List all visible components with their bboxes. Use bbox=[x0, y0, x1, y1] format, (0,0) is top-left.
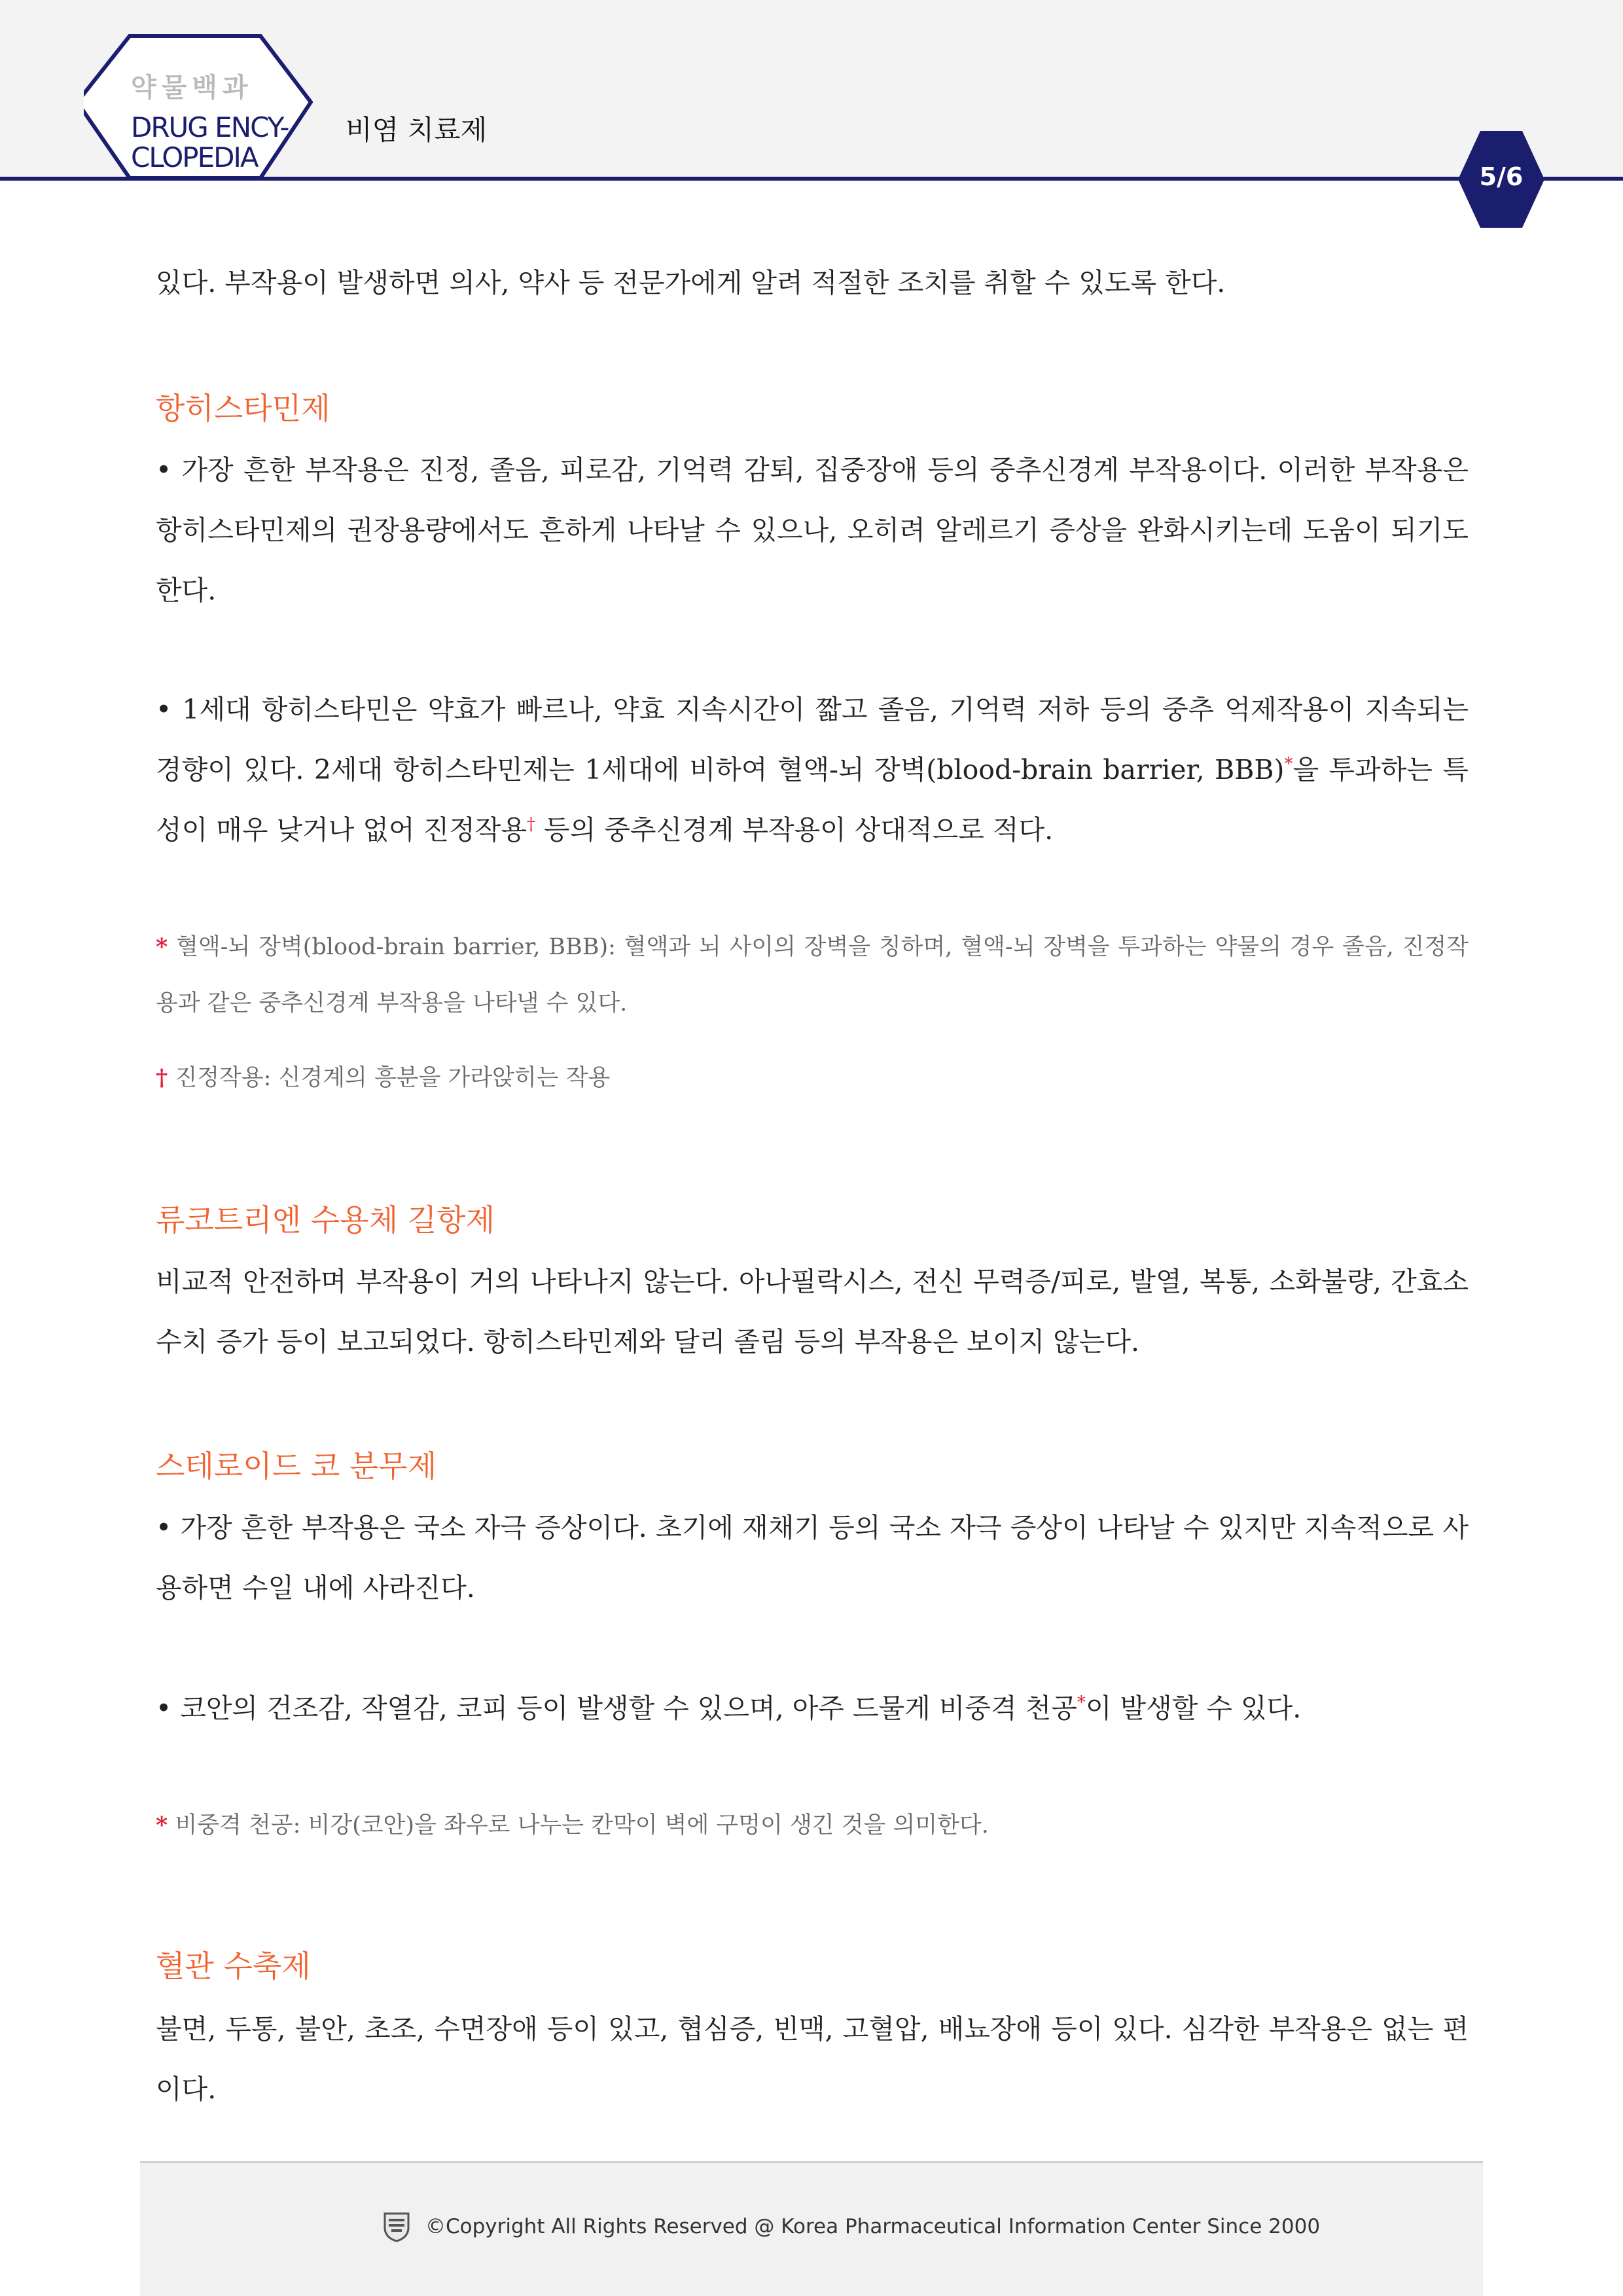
kpic-emblem-icon bbox=[382, 2211, 411, 2242]
logo-english-text bbox=[131, 113, 289, 173]
bullet-2-text-c: 등의 중추신경계 부작용이 상대적으로 적다. bbox=[535, 814, 1054, 846]
logo bbox=[84, 33, 313, 183]
logo-english-line2: CLOPEDIA bbox=[131, 141, 258, 173]
section-heading-vasoconstrictor: 혈관 수축제 bbox=[156, 1948, 311, 1984]
footnote-asterisk: * bbox=[156, 933, 168, 960]
footnote-bbb-text: 혈액-뇌 장벽(blood-brain barrier, BBB): 혈액과 뇌 사이의 장벽을 칭하며, 혈액-뇌 장벽을 투과하는 약물의 경우 졸음, 진정작용과 같은 중추신경계 부작용을 나타낼 수 있다. bbox=[156, 934, 1469, 1016]
bullet-2-text-a: • 1세대 항히스타민은 약효가 빠르나, 약효 지속시간이 짧고 졸음, 기억력 저하 등의 중추 억제작용이 지속되는 경향이 있다. 2세대 항히스타민제는 1세대에 비하여 혈액-뇌 장벽(blood-brain barrier, BBB) bbox=[156, 694, 1469, 785]
footnote-asterisk-2: * bbox=[156, 1812, 168, 1839]
bullet-2-text-b: 을 투과하는 특성이 매우 낮거나 없어 진정작용 bbox=[156, 754, 1469, 846]
footnote-sedation-text: 진정작용: 신경계의 흥분을 가라앉히는 작용 bbox=[168, 1065, 611, 1091]
logo-korean-text: 약물백과 bbox=[131, 73, 253, 103]
leukotriene-paragraph: 비교적 안전하며 부작용이 거의 나타나지 않는다. 아나필락시스, 전신 무력증/피로, 발열, 복통, 소화불량, 간효소 수치 증가 등이 보고되었다. 항히스타민제와 달리 졸림 등의 부작용은 보이지 않는다. bbox=[156, 1266, 1469, 1357]
footnote-mark-asterisk-2: * bbox=[1077, 1693, 1086, 1713]
logo-english-line1: DRUG ENCY- bbox=[131, 111, 289, 143]
footnote-septum-text: 비중격 천공: 비강(코안)을 좌우로 나누는 칸막이 벽에 구멍이 생긴 것을 의미한다. bbox=[168, 1812, 989, 1839]
steroid-bullet-1: • 가장 흔한 부작용은 국소 자극 증상이다. 초기에 재채기 등의 국소 자극 증상이 나타날 수 있지만 지속적으로 사용하면 수일 내에 사라진다. bbox=[156, 1512, 1469, 1604]
page-number-badge bbox=[1457, 130, 1546, 229]
section-heading-steroid-spray: 스테로이드 코 분무제 bbox=[156, 1448, 437, 1484]
document-title: 비염 치료제 bbox=[346, 114, 488, 146]
footnote-sedation bbox=[156, 1050, 1469, 1106]
footnote-mark-dagger: † bbox=[527, 814, 536, 834]
section-heading-leukotriene: 류코트리엔 수용체 길항제 bbox=[156, 1202, 495, 1238]
footnote-septum bbox=[156, 1797, 1469, 1854]
footnote-dagger: † bbox=[156, 1064, 168, 1091]
footnote-bbb bbox=[156, 919, 1469, 1031]
vasoconstrictor-paragraph: 불면, 두통, 불안, 초조, 수면장애 등이 있고, 협심증, 빈맥, 고혈압, 배뇨장애 등이 있다. 심각한 부작용은 없는 편이다. bbox=[156, 2013, 1469, 2105]
footnote-mark-asterisk: * bbox=[1284, 754, 1293, 774]
steroid-bullet-2-text-b: 이 발생할 수 있다. bbox=[1085, 1693, 1302, 1724]
steroid-bullet-2 bbox=[156, 1678, 1469, 1738]
antihistamine-bullet-1: • 가장 흔한 부작용은 진정, 졸음, 피로감, 기억력 감퇴, 집중장애 등의 중추신경계 부작용이다. 이러한 부작용은 항히스타민제의 권장용량에서도 흔하게 나타날 수 있으나, 오히려 알레르기 증상을 완화시키는데 도움이 되기도 한다. bbox=[156, 454, 1469, 606]
intro-paragraph: 있다. 부작용이 발생하면 의사, 약사 등 전문가에게 알려 적절한 조치를 취할 수 있도록 한다. bbox=[156, 267, 1226, 298]
page-number: 5/6 bbox=[1479, 162, 1524, 191]
footer-copyright: ©Copyright All Rights Reserved @ Korea Pharmaceutical Information Center Since 2000 bbox=[425, 2215, 1321, 2238]
antihistamine-bullet-2 bbox=[156, 679, 1469, 860]
steroid-bullet-2-text-a: • 코안의 건조감, 작열감, 코피 등이 발생할 수 있으며, 아주 드물게 비중격 천공 bbox=[156, 1693, 1077, 1724]
section-heading-antihistamine: 항히스타민제 bbox=[156, 391, 330, 426]
